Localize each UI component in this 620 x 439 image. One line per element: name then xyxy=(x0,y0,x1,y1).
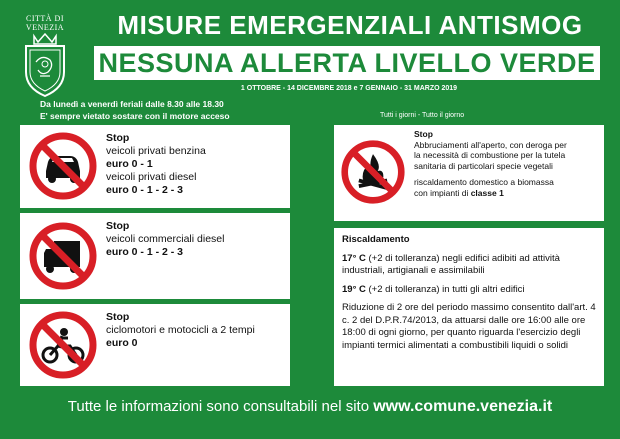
burning-line5a: con impianti di xyxy=(414,187,471,198)
footer xyxy=(0,398,620,416)
city-logo xyxy=(16,14,74,100)
heating-para1 xyxy=(342,253,598,278)
hours-line1: Da lunedì a venerdì feriali dalle 8.30 alle 18.30 xyxy=(40,99,224,109)
trucks-line2: euro 0 - 1 - 2 - 3 xyxy=(106,246,184,258)
heating-para1-text: (+2 di tolleranza) negli edifici adibiti ad attività industriali, artigianali e assimilabili xyxy=(342,252,560,276)
motorcycles-line1: ciclomotori e motocicli a 2 tempi xyxy=(106,324,255,336)
cars-stop-label: Stop xyxy=(106,132,130,144)
cars-restriction-box xyxy=(20,125,290,208)
heating-title: Riscaldamento xyxy=(342,234,410,245)
motorcycles-line2: euro 0 xyxy=(106,337,138,349)
heating-box xyxy=(334,228,604,386)
heating-para3: Riduzione di 2 ore del periodo massimo consentito dall'art. 4 c. 2 del D.P.R.74/2013, da attuarsi dalle ore 16:00 alle ore 18:00 di ogni giorno, per quanto riguarda l'esercizio degli impianti termici alimentati a combustibili liquidi o solidi xyxy=(342,302,596,351)
logo-line1: CITTÀ DI xyxy=(26,14,64,23)
burning-restriction-box xyxy=(334,125,604,221)
burning-class: classe 1 xyxy=(470,187,504,198)
burning-line2: la necessità di combustione per la tutela xyxy=(414,150,566,160)
no-truck-icon xyxy=(28,221,98,291)
heating-temp1: 17° C xyxy=(342,252,366,264)
all-days-label: Tutti i giorni - Tutto il giorno xyxy=(380,112,465,119)
motorcycles-restriction-box xyxy=(20,304,290,386)
hours-info xyxy=(40,98,230,122)
trucks-line1: veicoli commerciali diesel xyxy=(106,233,225,245)
trucks-restriction-box xyxy=(20,213,290,299)
no-car-icon xyxy=(28,131,98,201)
burning-line4: riscaldamento domestico a biomassa xyxy=(414,177,554,187)
cars-line2: euro 0 - 1 xyxy=(106,158,153,170)
burning-line1: Abbruciamenti all'aperto, con deroga per xyxy=(414,139,567,150)
logo-line2: VENEZIA xyxy=(25,23,65,32)
no-motorcycle-icon xyxy=(28,310,98,380)
venice-coat-of-arms-icon xyxy=(16,32,74,98)
heating-para2 xyxy=(342,284,598,297)
validity-dates: 1 OTTOBRE - 14 DICEMBRE 2018 e 7 GENNAIO - 31 MARZO 2019 xyxy=(240,85,458,92)
heating-para2-text: (+2 di tolleranza) in tutti gli altri edifici xyxy=(365,283,525,295)
cars-line1: veicoli privati benzina xyxy=(106,145,206,157)
footer-website-link[interactable]: www.comune.venezia.it xyxy=(373,398,553,415)
heating-temp2: 19° C xyxy=(342,283,366,295)
trucks-stop-label: Stop xyxy=(106,220,130,232)
burning-stop-label: Stop xyxy=(414,129,433,139)
burning-line3: sanitaria di particolari specie vegetali xyxy=(414,160,553,171)
burning-line5 xyxy=(414,188,602,199)
cars-line4: euro 0 - 1 - 2 - 3 xyxy=(106,184,184,196)
footer-text: Tutte le informazioni sono consultabili nel sito xyxy=(67,398,374,415)
main-title: MISURE EMERGENZIALI ANTISMOG xyxy=(117,10,583,40)
motorcycles-stop-label: Stop xyxy=(106,311,130,323)
cars-line3: veicoli privati diesel xyxy=(106,171,197,183)
hours-line2: E' sempre vietato sostare con il motore acceso xyxy=(40,111,230,121)
no-fire-icon xyxy=(340,139,406,205)
alert-level-banner: NESSUNA ALLERTA LIVELLO VERDE xyxy=(94,46,600,80)
